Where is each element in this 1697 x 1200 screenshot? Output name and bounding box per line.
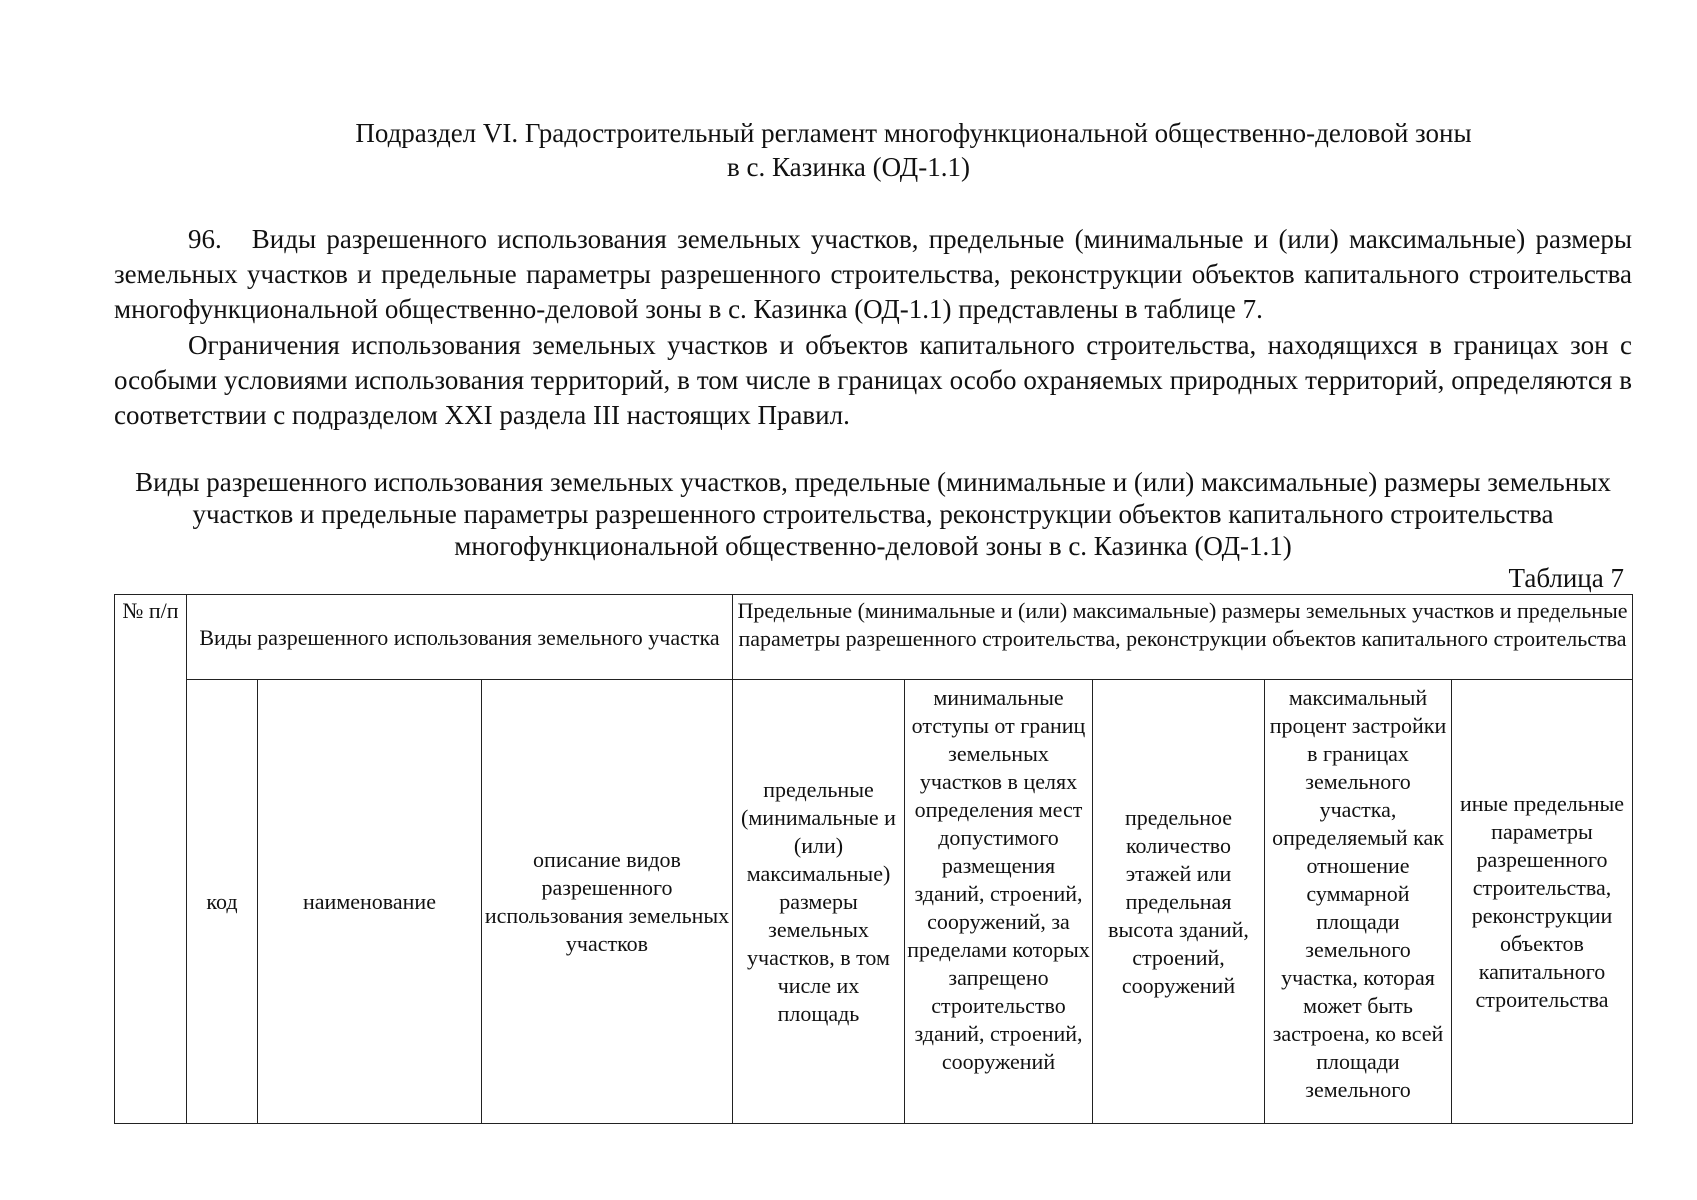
header-setbacks: минимальные отступы от границ земельных участков в целях определения мест допустимого размещения зданий, строений, сооружений, за пределами которых запрещено строительство зданий, строений, сооружений: [905, 680, 1093, 1124]
header-coverage: максимальный процент застройки в границах земельного участка, определяемый как отношение суммарной площади земельного участка, которая может быть застроена, ко всей площади земельного: [1265, 680, 1452, 1124]
paragraph-96: [114, 222, 1632, 327]
table-label: Таблица 7: [1508, 563, 1624, 593]
header-number: № п/п: [115, 595, 187, 1124]
header-description: описание видов разрешенного использования земельных участков: [482, 680, 733, 1124]
header-plot-size: предельные (минимальные и (или) максимальные) размеры земельных участков, в том числе их площадь: [733, 680, 905, 1124]
regulation-table: [114, 594, 1633, 1124]
header-code: код: [187, 680, 258, 1124]
paragraph-number: 96.: [188, 224, 222, 254]
section-heading: [0, 116, 1697, 184]
header-group-usage: Виды разрешенного использования земельного участка: [187, 595, 733, 680]
paragraph-restrictions-text: Ограничения использования земельных участков и объектов капитального строительства, находящихся в границах зон с особыми условиями использования территорий, в том числе в границах особо охраняемых природных территорий, определяются в соответствии с подразделом XXI раздела III настоящих Правил.: [114, 330, 1632, 430]
header-other-params: иные предельные параметры разрешенного строительства, реконструкции объектов капитального строительства: [1452, 680, 1633, 1124]
table-caption: Виды разрешенного использования земельных участков, предельные (минимальные и (или) максимальные) размеры земельных участков и предельные параметры разрешенного строительства, реконструкции объектов капитального строительства многофункциональной общественно-деловой зоны в с. Казинка (ОД-1.1): [135, 467, 1611, 561]
paragraph-restrictions: [114, 328, 1632, 433]
header-name: наименование: [258, 680, 482, 1124]
section-heading-line1: Подраздел VI. Градостроительный регламент многофункциональной общественно-деловой зоны: [355, 118, 1472, 148]
header-group-parameters: Предельные (минимальные и (или) максимальные) размеры земельных участков и предельные параметры разрешенного строительства, реконструкции объектов капитального строительства: [733, 595, 1633, 680]
header-floors: предельное количество этажей или предельная высота зданий, строений, сооружений: [1093, 680, 1265, 1124]
section-heading-line2: в с. Казинка (ОД-1.1): [727, 152, 970, 182]
paragraph-96-text: Виды разрешенного использования земельных участков, предельные (минимальные и (или) максимальные) размеры земельных участков и предельные параметры разрешенного строительства, реконструкции объектов капитального строительства многофункциональной общественно-деловой зоны в с. Казинка (ОД-1.1) представлены в таблице 7.: [114, 224, 1632, 324]
